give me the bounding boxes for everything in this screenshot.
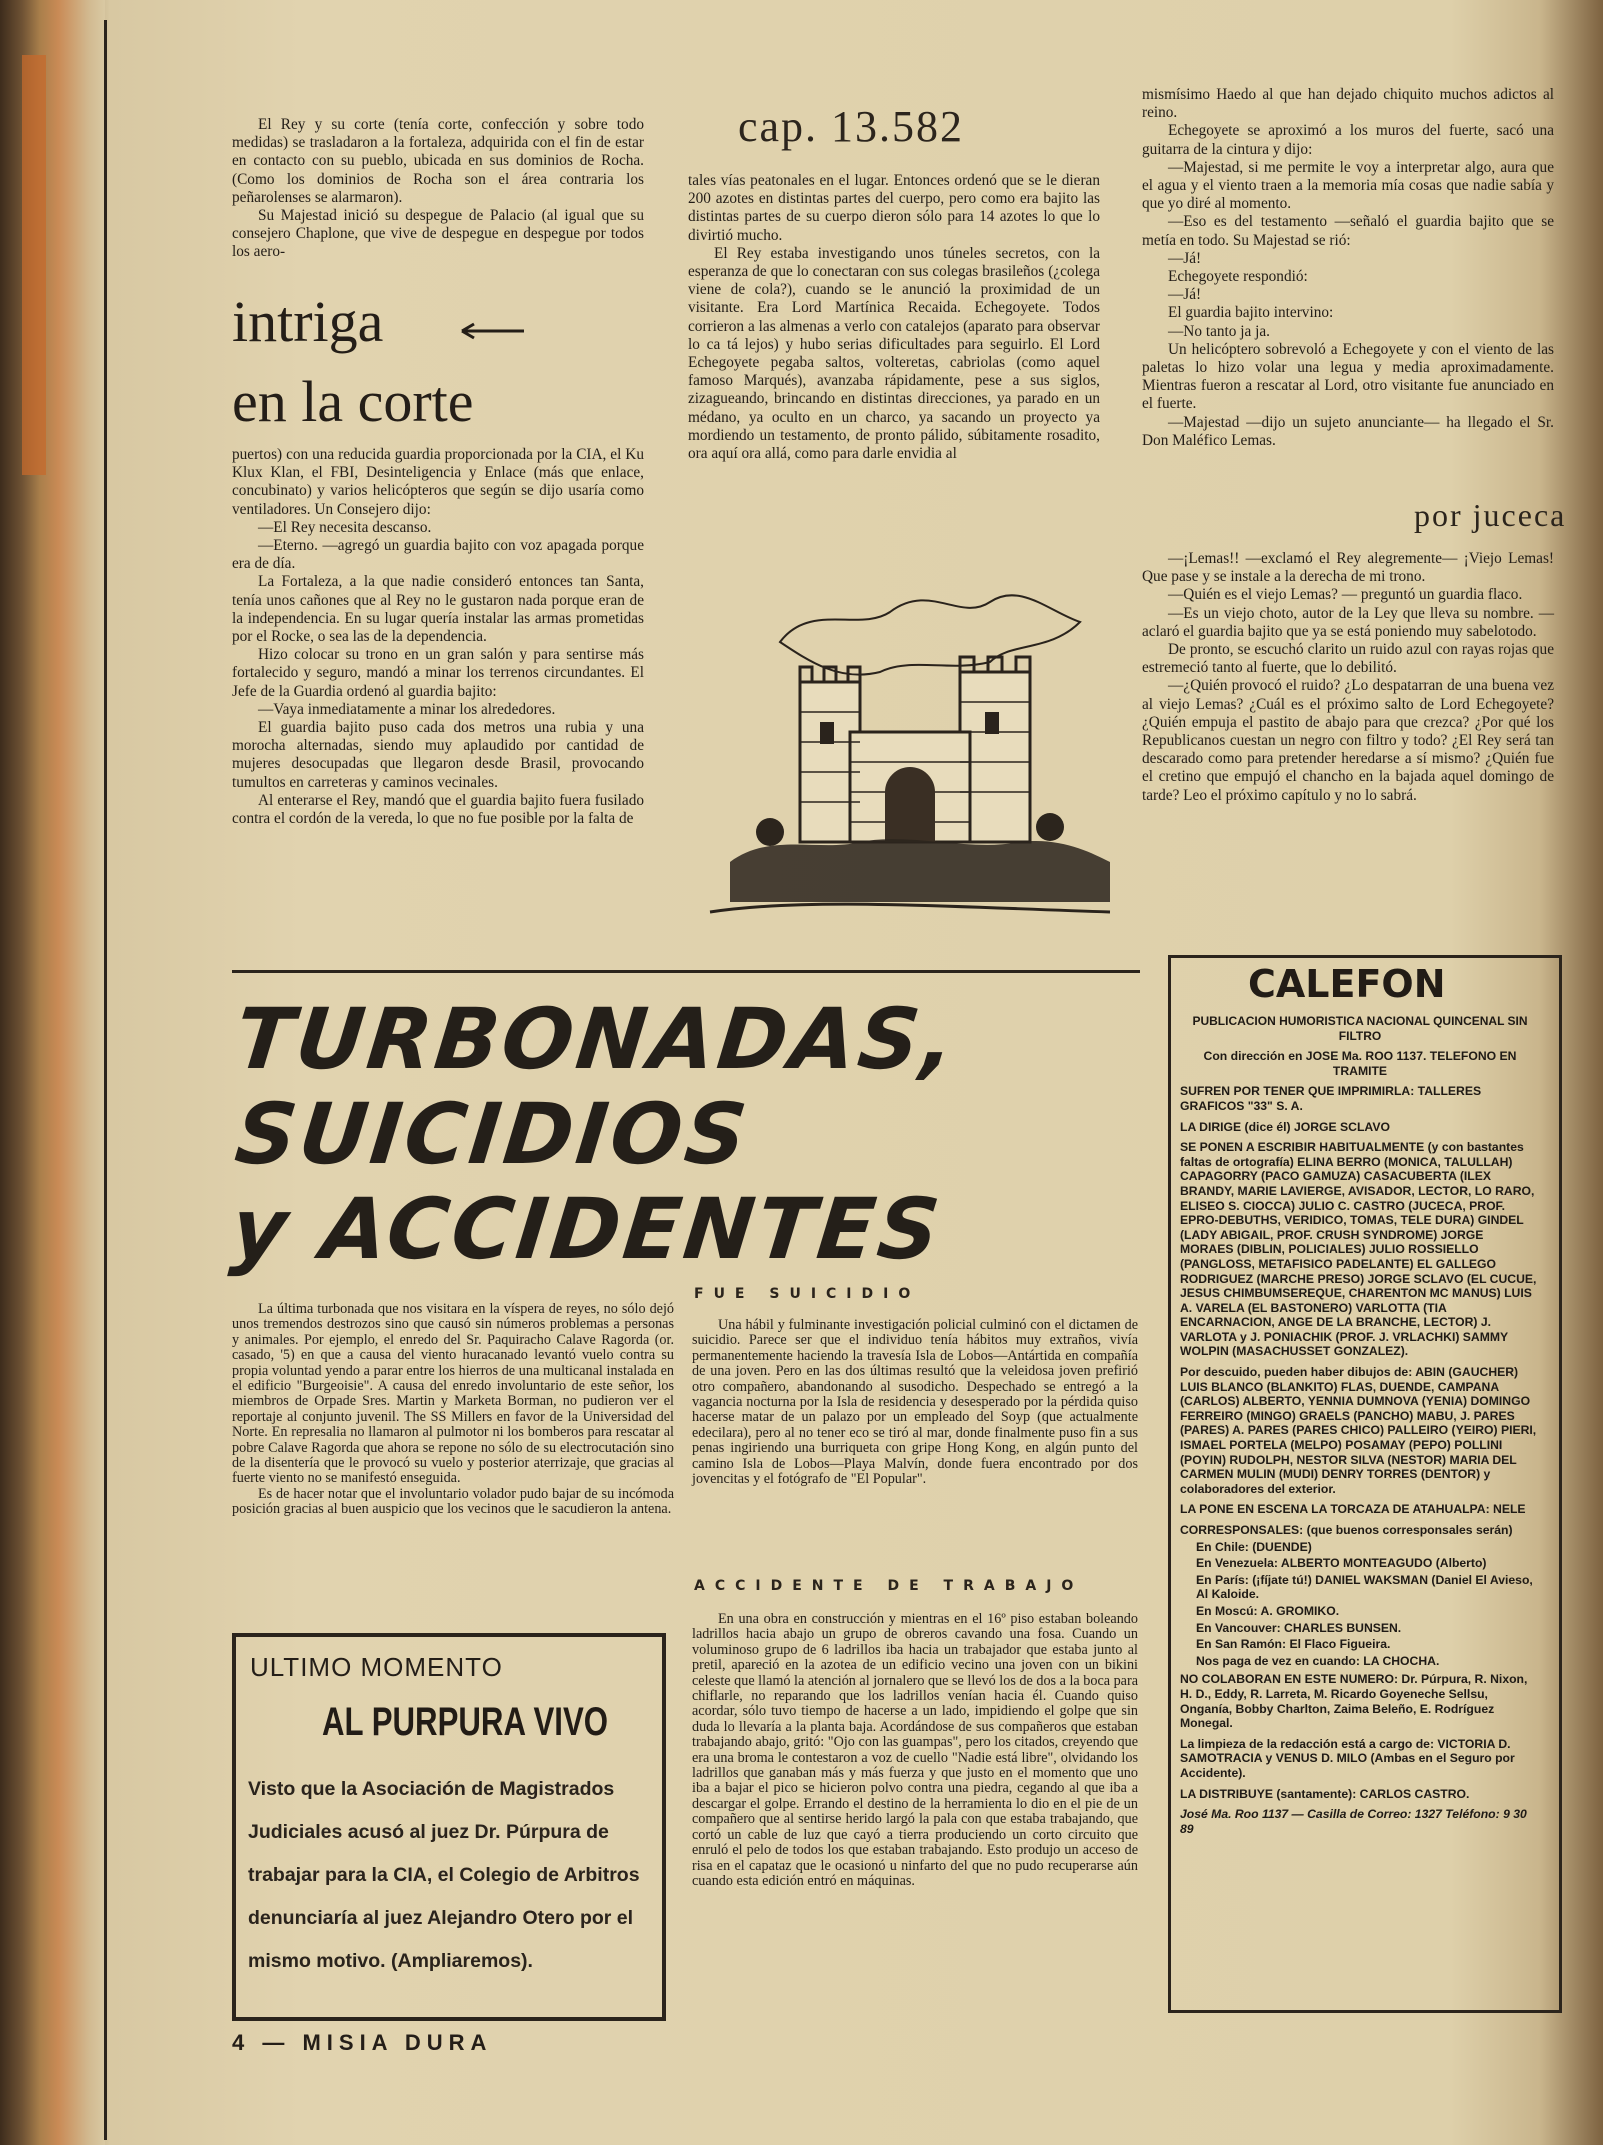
page-left-rule: [104, 20, 107, 2140]
paragraph: —Já!: [1168, 249, 1202, 267]
paragraph: —¡Lemas!! —exclamó el Rey alegremente— ¡Viejo Lemas! Que pase y se instale a la derecha de mi trono.: [1142, 550, 1554, 586]
masthead-title: CALEFON: [1248, 962, 1446, 1006]
correspondent: En San Ramón: El Flaco Figueira.: [1196, 1637, 1391, 1652]
paragraph: —Majestad —dijo un sujeto anunciante— ha llegado el Sr. Don Maléfico Lemas.: [1142, 413, 1554, 449]
story-byline: por juceca: [1414, 497, 1567, 533]
story-title-line1: intriga: [232, 289, 384, 354]
correspondent: Nos paga de vez en cuando: LA CHOCHA.: [1196, 1653, 1440, 1668]
paragraph: La Fortaleza, a la que nadie consideró entonces tan Santa, tenía unos cañones que al Rey no le gustaron nada porque eran de la independencia. En su lugar quería instalar las armas prometidas por el Rocke, o sea las de la dependencia.: [232, 573, 644, 646]
paragraph: —Eso es del testamento —señaló el guardia bajito que se metía en todo. Su Majestad se rió:: [1142, 213, 1554, 249]
story-col2: [688, 172, 1100, 463]
ultimo-kicker: ULTIMO MOMENTO: [250, 1652, 503, 1682]
masthead-address: Con dirección en JOSE Ma. ROO 1137. TELEFONO EN TRAMITE: [1203, 1049, 1517, 1078]
correspondent: En Chile: (DUENDE): [1196, 1539, 1312, 1554]
masthead-cleaning: La limpieza de la redacción está a cargo de: VICTORIA D. SAMOTRACIA y VENUS D. MILO (Ambas en el Seguro por Accidente).: [1180, 1736, 1515, 1780]
correspondent: En París: (¡fíjate tú!) DANIEL WAKSMAN (Daniel El Avieso, Al Kaloide.: [1196, 1572, 1533, 1602]
masthead-contact: José Ma. Roo 1137 — Casilla de Correo: 1327 Teléfono: 9 30 89: [1180, 1807, 1527, 1836]
masthead-printer: SUFREN POR TENER QUE IMPRIMIRLA: TALLERES GRAFICOS "33" S. A.: [1180, 1084, 1482, 1113]
paragraph: —Vaya inmediatamente a minar los alrededores.: [258, 700, 556, 718]
paragraph: Echegoyete se aproximó a los muros del fuerte, sacó una guitarra de la cintura y dijo:: [1142, 122, 1554, 158]
paragraph: tales vías peatonales en el lugar. Entonces ordenó que se le dieran 200 azotes en distintas partes del cuerpo, pero como era bajito las distintas partes de su cuerpo dieron sólo para 14 azotes lo que lo divirtió mucho.: [688, 172, 1100, 244]
paragraph: En una obra en construcción y mientras en el 16º piso estaban boleando ladrillos hacia abajo un grupo de obreros cavando una fosa. Cuando un voluminoso grupo de 6 ladrillos iba hacia un trabajador que estaba junto al pretil, apareció en la azotea de un edificio vecino una joven con un bikini celeste que llamó la atención al jornalero que se llevó los de dos a la boca para chiflarle, no reparando que los ladrillos venían hacia él. Cuando quiso acordar, sólo tuvo tiempo de hacerse a un lado, impidiendo el golpe que sin duda lo llevaría a la planta baja. Acordándose de sus compañeros que estaban trabajando abajo, gritó: "Ojo con las guampas", pero los citados, creyendo que era una broma le contestaron a voz de cuello "Nadie está libre", olvidando los ladrillos que ganaban más y más fuerza y que justo en el momento que uno iba a bajar el pico se hicieron polvo contra una piedra, cegando al que iba a descargar el golpe. Errando el destino de la herramienta lo dio en el pie de un compañero que al sentirse herido largó la pala con que estaba trabajando, que cortó un cable de luz que cayó a tierra produciendo un corto circuito que enruló el pelo de todos los que estaban trabajando. Esto produjo un acceso de risa en el capataz que le ocasionó u ninfarto del que no pudo recuperarse aún cuando esta edición entró en máquinas.: [692, 1611, 1138, 1889]
story-title-line2: en la corte: [232, 369, 474, 434]
paragraph: Hizo colocar su trono en un gran salón y para sentirse más fortalecido y seguro, mandó a minar los terrenos circundantes. El Jefe de la Guardia ordenó al guardia bajito:: [232, 646, 644, 700]
masthead-distributor: LA DISTRIBUYE (santamente): CARLOS CASTRO.: [1180, 1786, 1470, 1801]
paragraph: —Eterno. —agregó un guardia bajito con voz apagada porque era de día.: [232, 537, 644, 573]
paragraph: Al enterarse el Rey, mandó que el guardia bajito fuera fusilado contra el cordón de la vereda, lo que no fue posible por la falta de: [232, 791, 644, 828]
paragraph: —Quién es el viejo Lemas? — preguntó un guardia flaco.: [1168, 586, 1523, 604]
suicidio-article: [692, 1318, 1138, 1487]
paragraph: —Es un viejo choto, autor de la Ley que lleva su nombre. —aclaró el guardia bajito que ya se está poniendo muy sabelotodo.: [1142, 604, 1554, 640]
chapter-number: cap. 13.582: [738, 102, 965, 151]
story-col1-bottom: [232, 446, 644, 828]
paragraph: El Rey y su corte (tenía corte, confección y sobre todo medidas) se trasladaron a la fortaleza, adquirida con el fin de estar en contacto con su pueblo, ubicada en sus dominios de Rocha. (Como los dominios de Rocha son el área contraria los peñarolenses se alarmaron).: [232, 116, 644, 206]
story-col3-top: [1142, 86, 1554, 450]
paragraph: —¿Quién provocó el ruido? ¿Lo despatarran de una buena vez al viejo Lemas? ¿Cuál es el próximo salto de Lord Echegoyete? ¿Quién empuja el pastito de abajo para que crezca? ¿Por qué los Republicanos cuestan un negro con filtro y todo? ¿El Rey será tan descarado como para pretender heredarse a sí mismo? ¿Quién fue el cretino que empujó el chancho en la bajada aquel domingo de tarde? Leo el próximo capítulo y no lo sabrá.: [1142, 677, 1554, 804]
paragraph: El guardia bajito intervino:: [1168, 304, 1334, 322]
paragraph: puertos) con una reducida guardia proporcionada por la CIA, el Ku Klux Klan, el FBI, Desinteligencia y Enlace (más que enlace, concubinato) y varios helicópteros que según se dijo usaría como ventiladores. Un Consejero dijo:: [232, 446, 644, 518]
paragraph: —El Rey necesita descanso.: [258, 518, 432, 536]
masthead-correspondents-intro: CORRESPONSALES: (que buenos corresponsales serán): [1180, 1523, 1513, 1537]
masthead-writers: SE PONEN A ESCRIBIR HABITUALMENTE (y con bastantes faltas de ortografía) ELINA BERRO (MONICA, TALULLAH) CAPAGORRY (PACO GAMUZA) CASACUBERTA (ILEX BRANDY, MARIE LAVIERGE, AVISADOR, LECTOR, LO RARO, ELISEO S. CIOCCA) JULIO C. CASTRO (JUCECA, PROF. EPRO-DEBUTHS, VERIDICO, TOMAS, TELE DURA) GINDEL (LADY ABIGAIL, PROF. CRUSH SYNDROME) JORGE MORAES (DIBLIN, POLICIALES) JULIO ROSSIELLO (PANGLOSS, METAFISICO PADELANTE) EL GALLEGO RODRIGUEZ (MARCHE PRESO) JORGE SCLAVO (EL CUCUE, JESUS CHIMBUMSEREQUE, CHARENTON MC MANUS) LUIS A. VARELA (EL BASTONERO) VARLOTTA (TIA ENCARNACION, ANGE DE LA BRANCHE, LECTOR) J. VARLOTA y J. PONIACHIK (PROF. J. VRLACHKI) SAMMY WOLPIN (MASACHUSSET GONZALEZ).: [1180, 1140, 1537, 1359]
book-spine: [0, 0, 105, 2145]
masthead-non-collaborators: NO COLABORAN EN ESTE NUMERO: Dr. Púrpura, R. Nixon, H. D., Eddy, R. Larreta, M. Ricardo Goyeneche Sellsu, Onganía, Bobby Charlton, Zaima Beleño, E. Rodríguez Monegal.: [1180, 1672, 1528, 1731]
page-folio: 4 — MISIA DURA: [232, 2030, 493, 2055]
headline-line1: TURBONADAS,: [230, 990, 963, 1088]
paragraph: La última turbonada que nos visitara en la víspera de reyes, no sólo dejó unos tremendos destrozos sino que causó sin números problemas a personas y animales. Por ejemplo, el enredo del Sr. Paquiracho Calave Ragorda (or. casado, '5) en que a causa del viento huracanado levantó vuelo contra su propia voluntad yendo a parar entre los hierros de una multicanal instalada en el edificio "Burgeoisie". A causa del enredo involuntario de este señor, los miembros de Orpade Sres. Martin y Marketa Borman, no pudieron ver el reportaje al conjunto juvenil. The SS Millers en favor de la Universidad del Norte. En represalia no llamaron al pulmotor ni los bomberos para rescatar al pobre Calave Ragorda que ahora se repone no sólo de su electrocutación sino de la disentería que le provocó su vuelo y posterior aterrizaje, que gracias al fuerte viento no se manifestó enseguida.: [232, 1301, 674, 1487]
arrow-icon: [458, 322, 528, 340]
story-col3-bottom: [1142, 550, 1554, 805]
accidente-heading: ACCIDENTE DE TRABAJO: [694, 1578, 1084, 1594]
paragraph: El guardia bajito puso cada dos metros una rubia y una morocha alternadas, siendo muy aplaudido por cantidad de mujeres desocupadas que llegaron desde Brasil, provocando tumultos en carreteras y caminos vecinales.: [232, 719, 644, 791]
paragraph: El Rey estaba investigando unos túneles secretos, con la esperanza de que lo conectaran con sus colegas brasileños (¿colega viene de cola?), cuando se le anunció la proximidad de un visitante. Era Lord Martínica Recaida. Echegoyete. Todos corrieron a las almenas a verlo con catalejos (aparato para observar lo ca tá lejos) y hubo serias dificultades para seguirlo. El Lord Echegoyete pegaba saltos, volteretas, cabriolas (como aquel famoso Marqués), avanzaba rápidamente, pese a sus siglos, zizagueando, brincando en distintas direcciones, ya parado en un médano, ya oculto en un charco, ya sacando un proyecto ya mordiendo un testamento, de pronto pálido, súbitamente rosadito, ora aquí ora allá, como para darle envidia al: [688, 244, 1100, 463]
masthead-director: LA DIRIGE (dice él) JORGE SCLAVO: [1180, 1119, 1390, 1134]
spine-tab: [22, 55, 46, 475]
paragraph: —Já!: [1168, 286, 1202, 304]
correspondent: En Vancouver: CHARLES BUNSEN.: [1196, 1620, 1402, 1635]
correspondent: En Moscú: A. GROMIKO.: [1196, 1603, 1340, 1618]
paragraph: Una hábil y fulminante investigación policial culminó con el dictamen de suicidio. Parece ser que el individuo tenía hábitos muy extraños, vivía permanentemente haciendo la travesía Isla de Lobos—Antártida en compañía de una joven. Pero en las dos últimas resultó que la veleidosa joven prefirió otro compañero, abandonando al susodicho. Despechado se entregó a la vagancia nocturna por la Isla de residencia y desesperado por la pérdida quiso hacerse matar de un palazo por un empleado del Soyp (que actualmente edecilara), pero al no tener eco se tiró al mar, donde finalmente puso fin a sus penas ingiriendo una burriqueta con gripe Hong Kong, en algún punto del camino Isla de Lobos—Playa Malvín, donde fuera encontrado por dos jovencitas y el fotógrafo de "El Popular".: [692, 1317, 1138, 1488]
paragraph: Es de hacer notar que el involuntario volador pudo bajar de su incómoda posición gracias al buen auspicio que los vecinos que le sacudieron la antena.: [232, 1485, 674, 1518]
paragraph: mismísimo Haedo al que han dejado chiquito muchos adictos al reino.: [1142, 86, 1554, 122]
paragraph: —Majestad, si me permite le voy a interpretar algo, aura que el agua y el viento traen a la memoria mía cosas que nadie sabía y que yo diré al momento.: [1142, 158, 1554, 213]
paragraph: De pronto, se escuchó clarito un ruido azul con rayas rojas que estremeció tanto al fuerte, que lo debilitó.: [1142, 641, 1554, 677]
masthead-credits: [1180, 1014, 1540, 1842]
masthead-scene: LA PONE EN ESCENA LA TORCAZA DE ATAHUALPA: NELE: [1180, 1502, 1526, 1517]
suicidio-heading: FUE SUICIDIO: [694, 1286, 921, 1302]
masthead-subtitle: PUBLICACION HUMORISTICA NACIONAL QUINCENAL SIN FILTRO: [1192, 1014, 1528, 1043]
headline-line3: y ACCIDENTES: [226, 1180, 947, 1278]
ultimo-body: Visto que la Asociación de Magistrados Judiciales acusó al juez Dr. Púrpura de trabajar para la CIA, el Colegio de Arbitros denunciaría al juez Alejandro Otero por el mismo motivo. (Ampliaremos).: [248, 1778, 640, 1972]
correspondent: En Venezuela: ALBERTO MONTEAGUDO (Alberto): [1196, 1556, 1487, 1571]
turbonadas-article: [232, 1302, 674, 1518]
masthead-artists: Por descuido, pueden haber dibujos de: ABIN (GAUCHER) LUIS BLANCO (BLANKITO) FLAS, DUENDE, CAMPANA (CARLOS) ALBERTO, YENNIA DUMNOVA (YENIA) DOMINGO FERREIRO (MINGO) GRAELS (PANCHO) MABU, J. PARES (PARES) A. PARES (PARES CHICO) PALLEIRO (YEIRO) PIERI, ISMAEL PORTELA (MELPO) POSAMAY (PEPO) POLLINI (POYIN) RUDOLPH, NESTOR SILVA (NESTOR) MARIA DEL CARMEN MULIN (MUDI) DENRY TORRES (DENTOR) y colaboradores del exterior.: [1180, 1365, 1537, 1496]
accidente-article: [692, 1612, 1138, 1889]
headline-line2: SUICIDIOS: [230, 1085, 754, 1183]
paragraph: Su Majestad inició su despegue de Palacio (al igual que su consejero Chaplone, que vive de despegue en despegue por todos los aero-: [232, 207, 644, 261]
story-col1-top: [232, 116, 644, 262]
paragraph: Un helicóptero sobrevoló a Echegoyete y con el viento de las paletas lo hizo volar una legua y media aproximadamente. Mientras fueron a rescatar al Lord, otro visitante fue anunciado en el fuerte.: [1142, 340, 1554, 413]
paragraph: —No tanto ja ja.: [1168, 322, 1270, 340]
castle-cartoon-illustration: [690, 562, 1130, 932]
section-divider: [232, 970, 1140, 973]
paragraph: Echegoyete respondió:: [1168, 268, 1308, 286]
ultimo-title: AL PURPURA VIVO: [322, 1700, 609, 1744]
